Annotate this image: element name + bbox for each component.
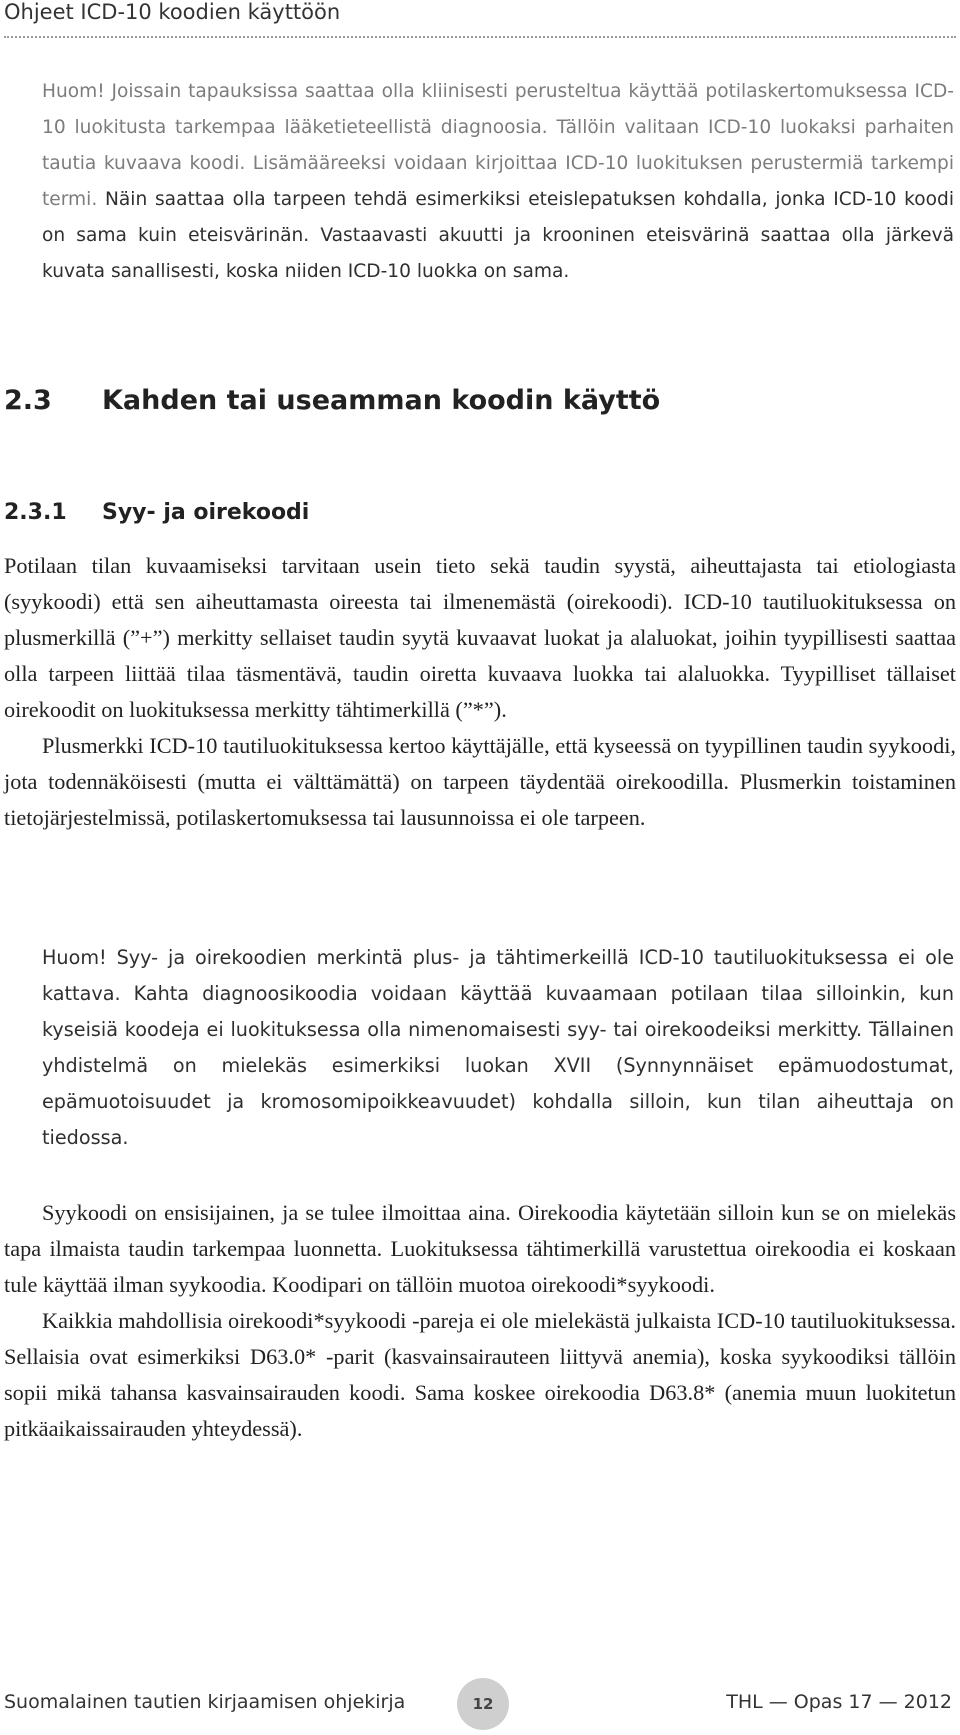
subsection-number: 2.3.1 bbox=[4, 500, 67, 525]
body-text-1 bbox=[4, 548, 956, 836]
note-paragraph-2: Huom! Syy- ja oirekoodien merkintä plus- ja tähtimerkeillä ICD-10 tautiluokituksessa ei ole kattava. Kahta diagnoosikoodia voidaan käyttää kuvaamaan potilaan tilaa silloinkin, kun kyseisiä koodeja ei luokituksessa olla nimenomaisesti syy- tai oirekoodeiksi merkitty. Tällainen yhdistelmä on mielekäs esimerkiksi luokan XVII (Synnynnäiset epämuodostumat, epämuotoisuudet ja kromosomipoikkeavuudet) kohdalla silloin, kun tilan aiheuttaja on tiedossa. bbox=[42, 946, 954, 1149]
subsection-title: Syy- ja oirekoodi bbox=[102, 500, 310, 525]
running-header: Ohjeet ICD-10 koodien käyttöön bbox=[4, 0, 341, 24]
page-number-badge bbox=[457, 1678, 509, 1730]
body-text-2 bbox=[4, 1195, 956, 1447]
footer-series-info: THL — Opas 17 — 2012 bbox=[726, 1691, 952, 1713]
subsection-heading bbox=[4, 500, 309, 525]
section-number: 2.3 bbox=[4, 385, 52, 416]
note-1-highlighted-text: Huom! Joissain tapauksissa saattaa olla kliinisesti perusteltua käyttää potilaskertomuksessa ICD-10 luokitusta tarkempaa lääketieteellistä diagnoosia. Tällöin valitaan ICD-10 luokaksi parhaiten tautia kuvaava koodi. Lisämääreeksi voidaan kirjoittaa ICD-10 luokituksen perustermiä tarkempi termi. bbox=[42, 81, 954, 210]
header-divider bbox=[4, 36, 956, 38]
section-title: Kahden tai useamman koodin käyttö bbox=[102, 385, 661, 416]
section-heading bbox=[4, 385, 660, 416]
footer-publication-title: Suomalainen tautien kirjaamisen ohjekirja bbox=[4, 1691, 406, 1713]
page-number: 12 bbox=[472, 1695, 494, 1713]
note-1-text: Näin saattaa olla tarpeen tehdä esimerkiksi eteislepatuksen kohdalla, jonka ICD-10 koodi on sama kuin eteisvärinän. Vastaavasti akuutti ja krooninen eteisvärinä saattaa olla järkevä kuvata sanallisesti, koska niiden ICD-10 luokka on sama. bbox=[42, 189, 954, 282]
body-2-paragraph-2: Kaikkia mahdollisia oirekoodi*syykoodi -pareja ei ole mielekästä julkaista ICD-10 tautiluokituksessa. Sellaisia ovat esimerkiksi D63.0* -parit (kasvainsairauteen liittyvä anemia), koska syykoodiksi tällöin sopii mikä tahansa kasvainsairauden koodi. Sama koskee oirekoodia D63.8* (anemia muun luokitetun pitkäaikaissairauden yhteydessä). bbox=[4, 1308, 956, 1441]
note-paragraph-1 bbox=[42, 74, 954, 290]
body-1-paragraph-1: Potilaan tilan kuvaamiseksi tarvitaan usein tieto sekä taudin syystä, aiheuttajasta tai etiologiasta (syykoodi) että sen aiheuttamasta oireesta tai ilmenemästä (oirekoodi). ICD-10 tautiluokituksessa on plusmerkillä (”+”) merkitty sellaiset taudin syytä kuvaavat luokat ja alaluokat, joihin tyypillisesti saattaa olla tarpeen liittää tilaa täsmentävä, taudin oiretta kuvaava luokka tai alaluokka. Tyypilliset tällaiset oirekoodit on luokituksessa merkitty tähtimerkillä (”*”). bbox=[4, 553, 956, 722]
body-2-paragraph-1: Syykoodi on ensisijainen, ja se tulee ilmoittaa aina. Oirekoodia käytetään silloin kun se on mielekäs tapa ilmaista taudin tarkempaa luonnetta. Luokituksessa tähtimerkillä varustettua oirekoodia ei koskaan tule käyttää ilman syykoodia. Koodipari on tällöin muotoa oirekoodi*syykoodi. bbox=[4, 1200, 956, 1297]
body-1-paragraph-2: Plusmerkki ICD-10 tautiluokituksessa kertoo käyttäjälle, että kyseessä on tyypillinen taudin syykoodi, jota todennäköisesti (mutta ei välttämättä) on tarpeen täydentää oirekoodilla. Plusmerkin toistaminen tietojärjestelmissä, potilaskertomuksessa tai lausunnoissa ei ole tarpeen. bbox=[4, 733, 956, 830]
